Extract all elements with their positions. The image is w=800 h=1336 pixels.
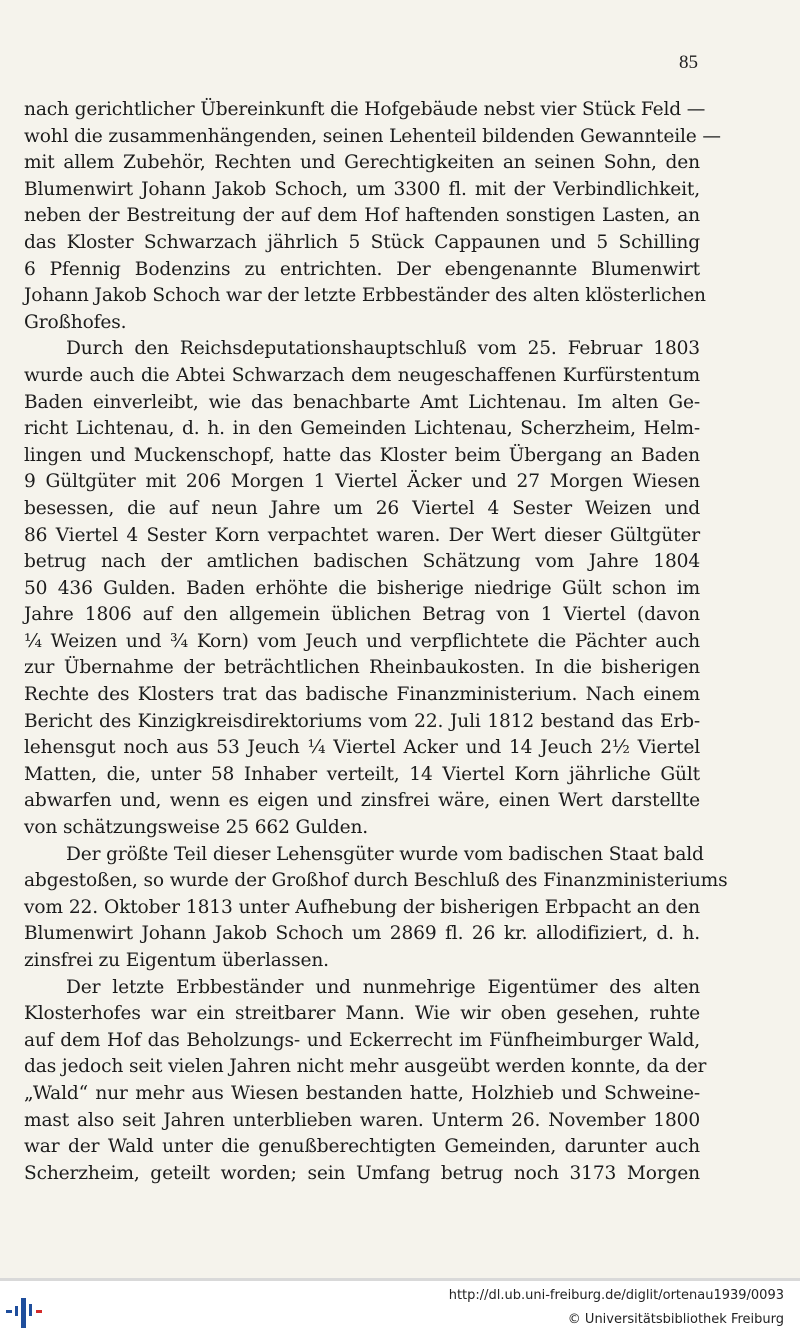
source-url-link[interactable]: http://dl.ub.uni-freiburg.de/diglit/ortenau1939/0093 [448, 1288, 784, 1303]
text-line: Blumenwirt Johann Jakob Schoch, um 3300 fl. mit der Verbindlichkeit, [24, 178, 700, 200]
text-line: von schätzungsweise 25 662 Gulden. [24, 817, 369, 839]
text-line: Baden einverleibt, wie das benachbarte Amt Lichtenau. Im alten Ge- [24, 391, 700, 413]
text-line: war der Wald unter die genußberechtigten Gemeinden, darunter auch [24, 1136, 700, 1158]
text-line: „Wald“ nur mehr aus Wiesen bestanden hatte, Holzhieb und Schweine- [24, 1082, 700, 1104]
text-line: abwarfen und, wenn es eigen und zinsfrei wäre, einen Wert darstellte [24, 790, 700, 812]
text-line: richt Lichtenau, d. h. in den Gemeinden Lichtenau, Scherzheim, Helm- [24, 418, 700, 440]
text-line: 6 Pfennig Bodenzins zu entrichten. Der ebengenannte Blumenwirt [24, 258, 700, 280]
text-line: das jedoch seit vielen Jahren nicht mehr ausgeübt werden konnte, da der [24, 1056, 707, 1078]
footer-divider [0, 1278, 800, 1281]
text-line: Johann Jakob Schoch war der letzte Erbbeständer des alten klösterlichen [24, 285, 706, 307]
body-text [24, 97, 728, 1187]
text-line: 9 Gültgüter mit 206 Morgen 1 Viertel Äcker und 27 Morgen Wiesen [24, 471, 700, 493]
text-line: ¼ Weizen und ¾ Korn) vom Jeuch und verpflichtete die Pächter auch [24, 630, 700, 652]
text-line: Klosterhofes war ein streitbarer Mann. Wie wir oben gesehen, ruhte [24, 1003, 700, 1025]
text-line: wohl die zusammenhängenden, seinen Lehenteil bildenden Gewannteile — [24, 125, 721, 147]
text-line: Rechte des Klosters trat das badische Finanzministerium. Nach einem [24, 684, 700, 706]
text-line: zinsfrei zu Eigentum überlassen. [24, 950, 329, 971]
text-line: Blumenwirt Johann Jakob Schoch um 2869 fl. 26 kr. allodifiziert, d. h. [24, 923, 700, 945]
text-line: lingen und Muckenschopf, hatte das Kloster beim Übergang an Baden [24, 444, 700, 466]
text-line: 50 436 Gulden. Baden erhöhte die bisherige niedrige Gült schon im [24, 577, 700, 599]
text-line: Großhofes. [24, 311, 127, 333]
text-line: zur Übernahme der beträchtlichen Rheinbaukosten. In die bisherigen [24, 657, 700, 679]
text-line: das Kloster Schwarzach jährlich 5 Stück Cappaunen und 5 Schilling [24, 231, 700, 253]
page-number: 85 [679, 52, 698, 73]
text-line: auf dem Hof das Beholzungs- und Eckerrecht im Fünfheimburger Wald, [24, 1029, 700, 1051]
text-line: betrug nach der amtlichen badischen Schätzung vom Jahre 1804 [24, 551, 700, 573]
text-line: Matten, die, unter 58 Inhaber verteilt, 14 Viertel Korn jährliche Gült [24, 763, 700, 785]
text-line: wurde auch die Abtei Schwarzach dem neugeschaffenen Kurfürstentum [24, 364, 700, 386]
text-line: Bericht des Kinzigkreisdirektoriums vom 22. Juli 1812 bestand das Erb- [24, 710, 700, 732]
text-line: Jahre 1806 auf den allgemein üblichen Betrag von 1 Viertel (davon [24, 604, 700, 626]
text-line: abgestoßen, so wurde der Großhof durch Beschluß des Finanzministeriums [24, 870, 728, 892]
text-line: Scherzheim, geteilt worden; sein Umfang betrug noch 3173 Morgen [24, 1162, 700, 1184]
text-line: Durch den Reichsdeputationshauptschluß vom 25. Februar 1803 [66, 338, 700, 360]
text-line: nach gerichtlicher Übereinkunft die Hofgebäude nebst vier Stück Feld — [24, 99, 706, 120]
text-line: Der letzte Erbbeständer und nunmehrige Eigentümer des alten [66, 976, 700, 998]
ub-freiburg-logo-icon [4, 1290, 50, 1330]
text-line: mit allem Zubehör, Rechten und Gerechtigkeiten an seinen Sohn, den [24, 152, 700, 174]
text-line: Der größte Teil dieser Lehensgüter wurde vom badischen Staat bald [66, 843, 704, 865]
text-line: besessen, die auf neun Jahre um 26 Viertel 4 Sester Weizen und [24, 497, 700, 519]
text-line: lehensgut noch aus 53 Jeuch ¼ Viertel Acker und 14 Jeuch 2½ Viertel [24, 737, 700, 759]
text-line: neben der Bestreitung der auf dem Hof haftenden sonstigen Lasten, an [24, 205, 700, 227]
viewer-footer [0, 1278, 800, 1336]
copyright-notice: © Universitätsbibliothek Freiburg [567, 1312, 784, 1327]
text-line: vom 22. Oktober 1813 unter Aufhebung der bisherigen Erbpacht an den [24, 896, 700, 918]
text-line: mast also seit Jahren unterblieben waren. Unterm 26. November 1800 [24, 1109, 700, 1131]
text-line: 86 Viertel 4 Sester Korn verpachtet waren. Der Wert dieser Gültgüter [24, 524, 700, 546]
